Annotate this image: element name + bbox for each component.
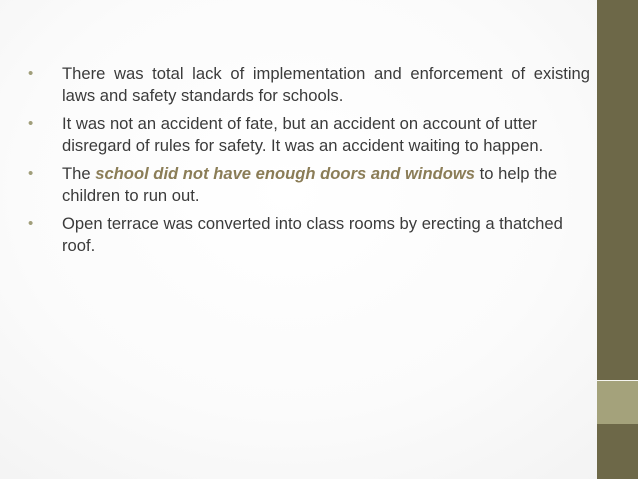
sidebar-accent-block [597,381,638,424]
sidebar-top-block [597,0,638,381]
sidebar-bottom-block [597,424,638,479]
bullet-marker-icon: • [28,65,34,82]
bullet-text: Open terrace was converted into class rooms by erecting a thatched roof. [62,214,563,255]
emphasized-text: school did not have enough doors and windows [95,164,476,183]
slide-content [26,63,590,263]
bullet-text-suffix: to help the children to run out. [62,164,558,205]
bullet-item-thatched-roof [26,213,590,257]
bullet-list [26,63,590,257]
bullet-marker-icon: • [28,165,34,182]
bullet-text: It was not an accident of fate, but an accident on account of utter disregard of rules for safety. It was an accident waiting to happen. [62,114,544,155]
bullet-item-lack-of-enforcement [26,63,590,107]
bullet-marker-icon: • [28,215,34,232]
bullet-text-prefix: The [62,164,96,183]
bullet-item-doors-and-windows [26,163,590,207]
bullet-text: There was total lack of implementation and enforcement of existing laws and safety standards for schools. [62,64,590,105]
bullet-marker-icon: • [28,115,34,132]
decorative-sidebar [597,0,638,479]
bullet-item-not-accident-of-fate [26,113,590,157]
